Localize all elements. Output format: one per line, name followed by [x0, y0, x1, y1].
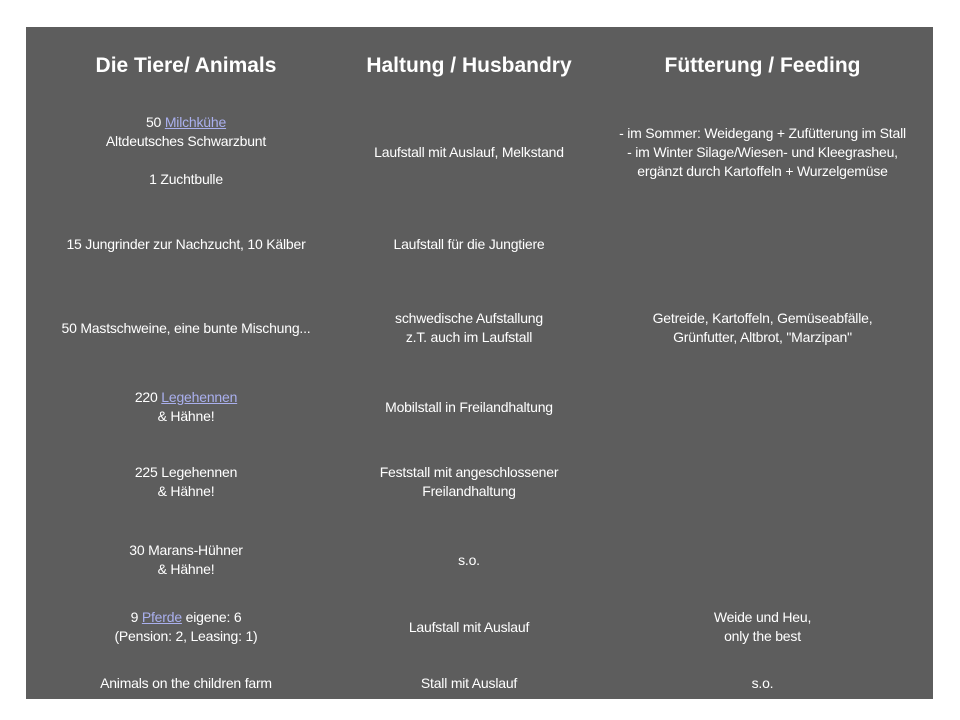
row-1-feeding-line-1: - im Sommer: Weidegang + Zufütterung im Stall	[619, 124, 906, 141]
row-8-feeding: s.o.	[751, 674, 774, 691]
row-1-animals-line-1	[146, 113, 226, 132]
row-8-husbandry: Stall mit Auslauf	[420, 674, 518, 691]
link-milchkuehe[interactable]: Milchkühe	[164, 114, 227, 130]
row-1-animals-line-4: 1 Zuchtbulle	[149, 171, 223, 187]
row-7-animals-line-1	[131, 608, 242, 627]
row-2-animals: 15 Jungrinder zur Nachzucht, 10 Kälber	[66, 235, 306, 252]
row-4-feeding	[592, 396, 933, 418]
row-1-feeding	[592, 121, 933, 183]
animals-table	[26, 27, 933, 699]
row-1-animals	[26, 111, 346, 191]
row-5-husbandry	[346, 462, 592, 502]
row-6-feeding	[592, 549, 933, 571]
hen-count: 220	[134, 389, 158, 405]
link-legehennen[interactable]: Legehennen	[161, 389, 238, 405]
row-2-husbandry: Laufstall für die Jungtiere	[393, 235, 545, 252]
row-6-animals	[26, 540, 346, 580]
row-5-animals	[26, 462, 346, 502]
row-2-feeding	[592, 233, 933, 255]
row-1-animals-line-2: Altdeutsches Schwarzbunt	[105, 133, 267, 149]
row-1-feeding-line-3: ergänzt durch Kartoffeln + Wurzelgemüse	[637, 162, 888, 179]
row-7-animals-line-2: (Pension: 2, Leasing: 1)	[114, 628, 258, 644]
cow-count: 50	[145, 114, 162, 130]
row-3-feeding-line-1: Getreide, Kartoffeln, Gemüseabfälle,	[652, 310, 873, 326]
row-7-husbandry: Laufstall mit Auslauf	[408, 618, 530, 635]
header-feeding: Fütterung / Feeding	[664, 54, 861, 77]
row-3-husbandry-line-1: schwedische Aufstallung	[395, 310, 543, 326]
horse-own-count: eigene: 6	[185, 609, 242, 625]
row-5-feeding	[592, 471, 933, 493]
row-7-feeding-line-2: only the best	[724, 628, 801, 644]
row-3-husbandry-line-2: z.T. auch im Laufstall	[405, 329, 533, 345]
row-4-animals-line-1	[135, 388, 237, 407]
row-3-feeding-line-2: Grünfutter, Altbrot, "Marzipan"	[673, 329, 852, 345]
horse-count: 9	[130, 609, 139, 625]
row-4-animals	[26, 387, 346, 427]
row-5-animals-line-1: 225 Legehennen	[134, 464, 238, 480]
row-5-husbandry-line-2: Freilandhaltung	[422, 483, 516, 499]
row-5-animals-line-2: & Hähne!	[157, 483, 215, 499]
row-7-feeding-line-1: Weide und Heu,	[713, 609, 812, 625]
row-4-animals-line-2: & Hähne!	[157, 408, 215, 424]
row-3-animals: 50 Mastschweine, eine bunte Mischung...	[61, 319, 311, 336]
link-pferde[interactable]: Pferde	[141, 609, 182, 625]
row-5-husbandry-line-1: Feststall mit angeschlossener	[379, 464, 559, 480]
row-7-feeding	[592, 607, 933, 647]
row-1-feeding-line-2: - im Winter Silage/Wiesen- und Kleegrasheu,	[627, 143, 898, 160]
row-8-animals: Animals on the children farm	[100, 674, 272, 691]
row-6-animals-line-1: 30 Marans-Hühner	[129, 542, 243, 558]
row-4-husbandry: Mobilstall in Freilandhaltung	[385, 398, 553, 415]
header-animals: Die Tiere/ Animals	[95, 54, 277, 77]
row-3-feeding	[592, 308, 933, 348]
row-7-animals	[26, 607, 346, 647]
header-husbandry: Haltung / Husbandry	[366, 54, 572, 77]
row-6-animals-line-2: & Hähne!	[157, 561, 215, 577]
row-3-husbandry	[346, 308, 592, 348]
row-6-husbandry: s.o.	[458, 551, 480, 568]
row-1-husbandry: Laufstall mit Auslauf, Melkstand	[374, 143, 564, 160]
